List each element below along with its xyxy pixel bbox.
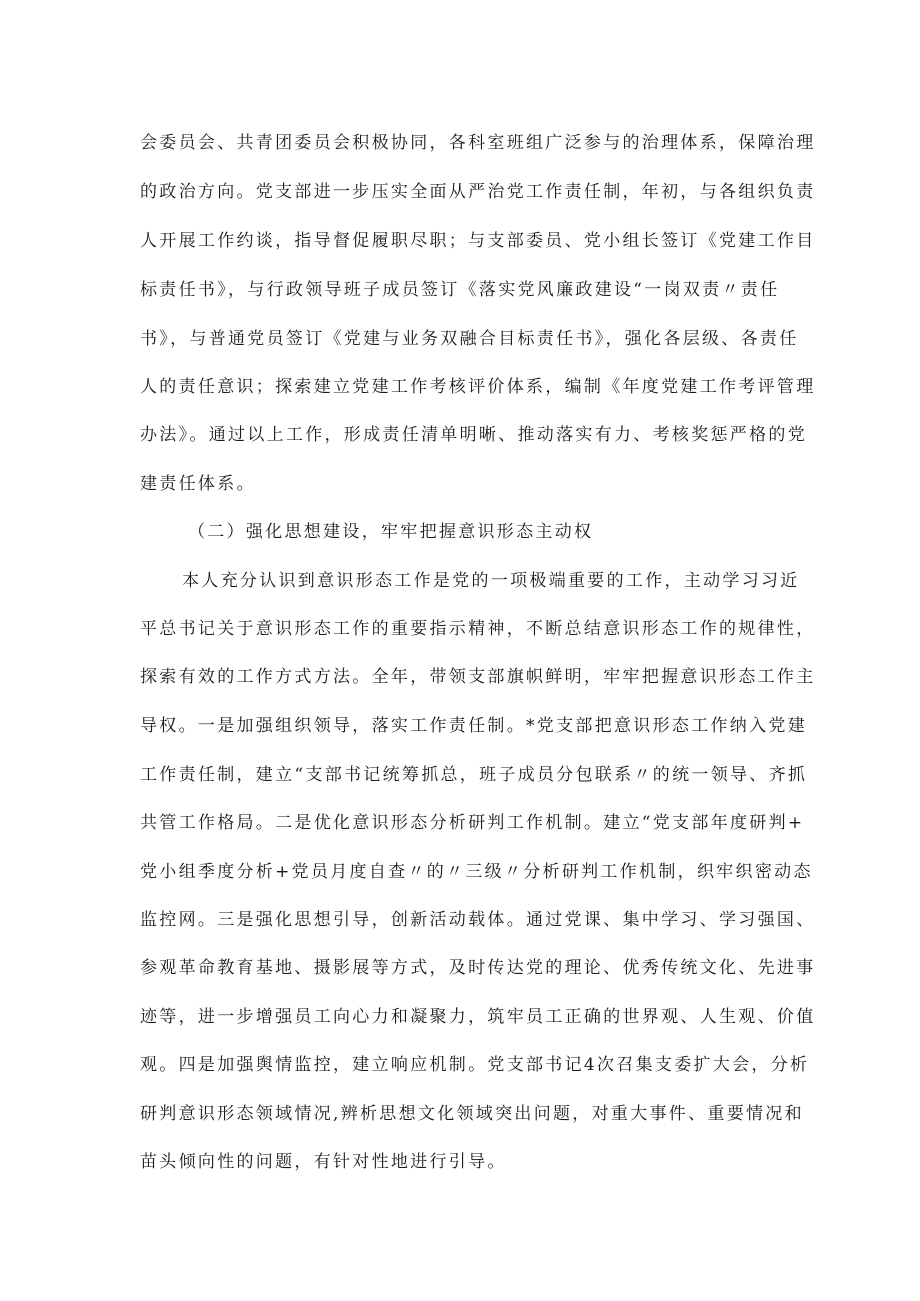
paragraph-line: 探索有效的工作方式方法。全年，带领支部旗帜鲜明，牢牢把握意识形态工作主 [140, 667, 816, 687]
paragraph-line: 观。四是加强舆情监控，建立响应机制。党支部书记4次召集支委扩大会，分析 [140, 1055, 810, 1075]
paragraph-line: 人的责任意识；探索建立党建工作考核评价体系，编制《年度党建工作考评管理 [140, 377, 816, 397]
paragraph-line: 监控网。三是强化思想引导，创新活动载体。通过党课、集中学习、学习强国、 [140, 910, 816, 930]
paragraph-line: 本人充分认识到意识形态工作是党的一项极端重要的工作，主动学习习近 [182, 571, 800, 591]
paragraph-line: 党小组季度分析+党员月度自查〃的〃三级〃分析研判工作机制，织牢织密动态 [140, 862, 813, 882]
paragraph-line: 办法》。通过以上工作，形成责任清单明晰、推动落实有力、考核奖惩严格的党 [140, 425, 807, 445]
paragraph-line: 工作责任制，建立“支部书记统筹抓总，班子成员分包联系〃的统一领导、齐抓 [140, 765, 808, 785]
paragraph-line: 标责任书》，与行政领导班子成员签订《落实党风廉政建设“一岗双责〃责任 [140, 280, 780, 300]
paragraph-line: 书》，与普通党员签订《党建与业务双融合目标责任书》，强化各层级、各责任 [140, 329, 799, 349]
paragraph-line: 人开展工作约谈，指导督促履职尽职；与支部委员、党小组长签订《党建工作目 [140, 231, 816, 251]
paragraph-line: 迹等，进一步增强员工向心力和凝聚力，筑牢员工正确的世界观、人生观、价值 [140, 1007, 816, 1027]
paragraph-line: 的政治方向。党支部进一步压实全面从严治党工作责任制，年初，与各组织负责 [140, 182, 816, 202]
paragraph-line: 研判意识形态领域情况,辨析思想文化领域突出问题，对重大事件、重要情况和 [140, 1104, 804, 1124]
paragraph-line: 导权。一是加强组织领导，落实工作责任制。*党支部把意识形态工作纳入党建 [140, 716, 807, 736]
paragraph-line: 建责任体系。 [140, 474, 256, 494]
paragraph-line: 平总书记关于意识形态工作的重要指示精神，不断总结意识形态工作的规律性， [140, 619, 816, 639]
paragraph-line: 共管工作格局。二是优化意识形态分析研判工作机制。建立“党支部年度研判+ [140, 813, 805, 833]
paragraph-line: 苗头倾向性的问题，有针对性地进行引导。 [140, 1152, 507, 1172]
section-heading: （二）强化思想建设，牢牢把握意识形态主动权 [188, 522, 594, 542]
paragraph-line: 会委员会、共青团委员会积极协同，各科室班组广泛参与的治理体系，保障治理 [140, 133, 816, 153]
paragraph-line: 参观革命教育基地、摄影展等方式，及时传达党的理论、优秀传统文化、先进事 [140, 958, 816, 978]
